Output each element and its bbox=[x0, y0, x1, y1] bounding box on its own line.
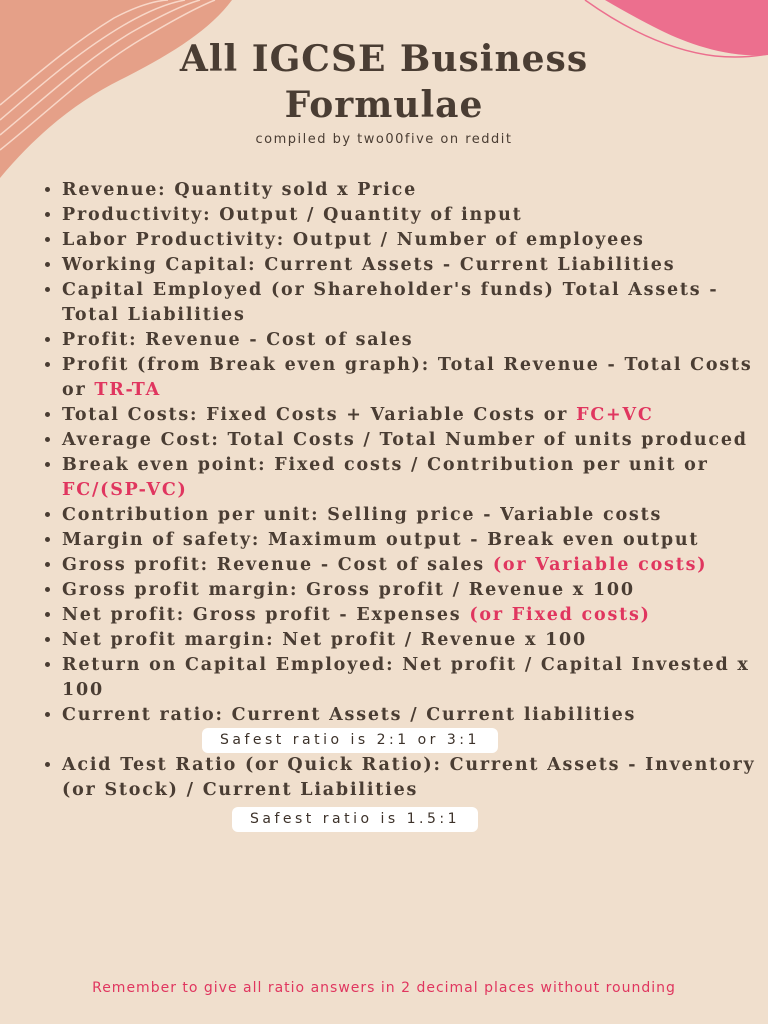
formula-item: • Profit (from Break even graph): Total Revenue - Total Costs or TR-TA bbox=[62, 353, 762, 403]
acid-test-note: Safest ratio is 1.5:1 bbox=[232, 807, 478, 832]
current-ratio-note: Safest ratio is 2:1 or 3:1 bbox=[202, 728, 498, 753]
formula-item: • Gross profit margin: Gross profit / Revenue x 100 bbox=[62, 578, 762, 603]
formula-item: • Revenue: Quantity sold x Price bbox=[62, 178, 762, 203]
formula-item: • Working Capital: Current Assets - Current Liabilities bbox=[62, 253, 762, 278]
page-title bbox=[0, 36, 768, 128]
formula-item: • Average Cost: Total Costs / Total Number of units produced bbox=[62, 428, 762, 453]
subtitle: compiled by two00five on reddit bbox=[255, 132, 513, 147]
formula-item: • Total Costs: Fixed Costs + Variable Costs or FC+VC bbox=[62, 403, 762, 428]
formula-item: • Profit: Revenue - Cost of sales bbox=[62, 328, 762, 353]
formula-item: • Break even point: Fixed costs / Contribution per unit or FC/(SP-VC) bbox=[62, 453, 762, 503]
formula-item: • Return on Capital Employed: Net profit / Capital Invested x 100 bbox=[62, 653, 762, 703]
title-line-1: All IGCSE Business bbox=[179, 38, 589, 80]
formula-item: • Capital Employed (or Shareholder's funds) Total Assets - Total Liabilities bbox=[62, 278, 762, 328]
formula-item: • Gross profit: Revenue - Cost of sales (or Variable costs) bbox=[62, 553, 762, 578]
formula-item: • Margin of safety: Maximum output - Break even output bbox=[62, 528, 762, 553]
formula-item: • Current ratio: Current Assets / Current liabilities Safest ratio is 2:1 or 3:1 bbox=[62, 703, 762, 753]
formula-item: • Productivity: Output / Quantity of input bbox=[62, 203, 762, 228]
title-line-2: Formulae bbox=[284, 84, 484, 126]
formula-item: • Net profit margin: Net profit / Revenue x 100 bbox=[62, 628, 762, 653]
formula-item: • Net profit: Gross profit - Expenses (or Fixed costs) bbox=[62, 603, 762, 628]
formula-item: • Labor Productivity: Output / Number of employees bbox=[62, 228, 762, 253]
formula-list bbox=[40, 178, 762, 832]
formula-item: • Contribution per unit: Selling price - Variable costs bbox=[62, 503, 762, 528]
footer-reminder: Remember to give all ratio answers in 2 decimal places without rounding bbox=[92, 980, 676, 996]
formula-item: • Acid Test Ratio (or Quick Ratio): Current Assets - Inventory (or Stock) / Current Liabilities Safest ratio is 1.5:1 bbox=[62, 753, 762, 832]
